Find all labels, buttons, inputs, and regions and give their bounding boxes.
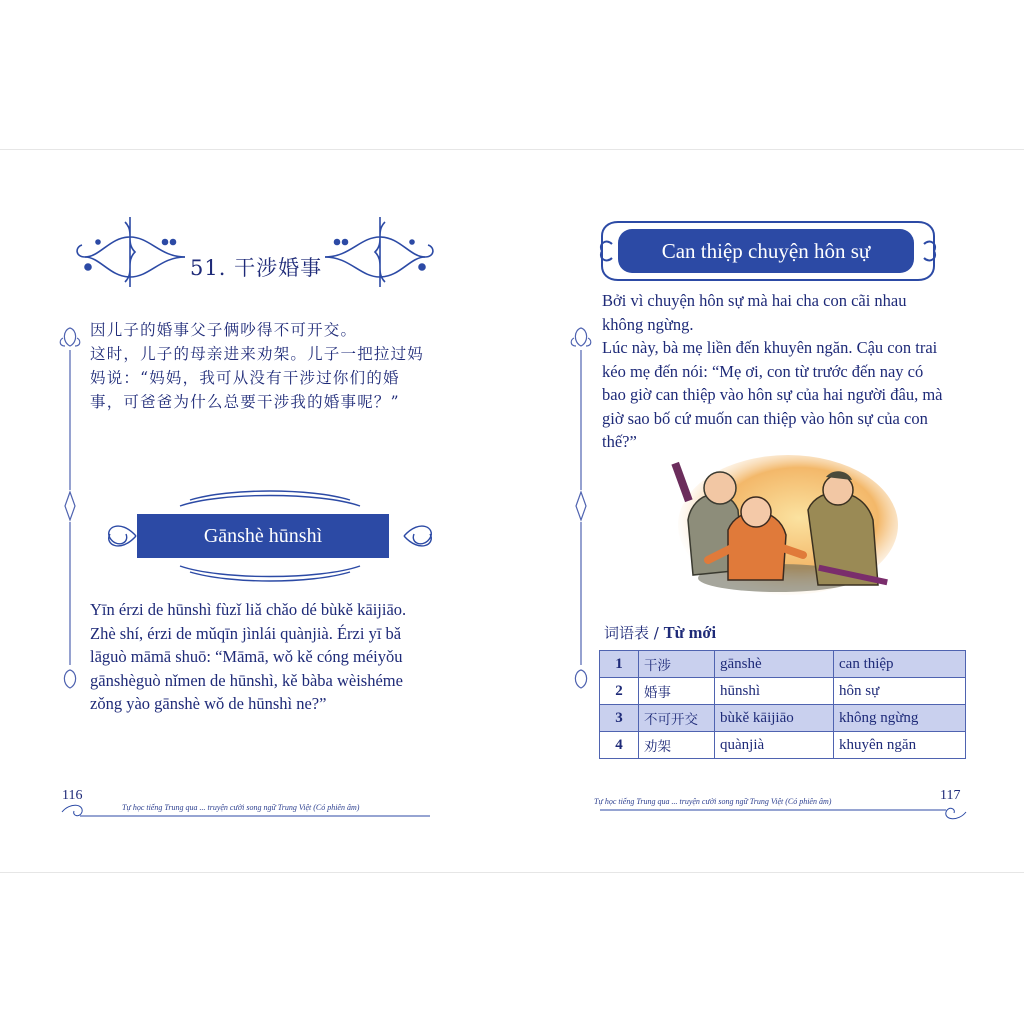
vocab-chinese: 干涉 [639, 651, 715, 678]
pinyin-line: zǒng yào gānshè wǒ de hūnshì ne?” [90, 694, 327, 713]
vocab-meaning: hôn sự [834, 678, 966, 705]
chinese-line: 事，可爸爸为什么总要干涉我的婚事呢？” [90, 393, 400, 411]
pinyin-line: Zhè shí, érzi de mǔqīn jìnlái quànjià. Érzi yī bǎ [90, 623, 402, 643]
footer-flourish-left-icon [60, 800, 440, 822]
vietnamese-story-text [602, 289, 977, 454]
left-margin-ornament-icon [55, 320, 85, 700]
vietnamese-line: thế?” [602, 432, 637, 451]
vocab-chinese: 不可开交 [639, 705, 715, 732]
chinese-line: 因儿子的婚事父子俩吵得不可开交。 [90, 321, 358, 339]
vietnamese-line: Lúc này, bà mẹ liền đến khuyên ngăn. Cậu con trai [602, 338, 938, 357]
chinese-line: 妈说：“妈妈，我可从没有干涉过你们的婚 [90, 369, 400, 387]
page-number-left: 116 [62, 788, 83, 803]
vocab-heading-vi: Từ mới [663, 623, 717, 642]
vietnamese-line: kéo mẹ đến nói: “Mẹ ơi, con từ trước đến nay có [602, 361, 924, 381]
footer-right: Tự học tiếng Trung qua ... truyện cười song ngữ Trung Việt (Có phiên âm) [594, 797, 832, 806]
vietnamese-title-banner: Can thiệp chuyện hôn sự [618, 229, 914, 273]
story-illustration [668, 450, 898, 600]
vocab-num: 1 [600, 651, 639, 678]
pinyin-line: Yīn érzi de hūnshì fùzǐ liǎ chǎo dé bùkě kāijiāo. [90, 600, 407, 619]
vocab-num: 4 [600, 732, 639, 759]
title-flourish-left-icon [70, 212, 190, 292]
table-row [600, 678, 966, 705]
vocab-meaning: khuyên ngăn [834, 732, 966, 759]
vietnamese-line: bao giờ can thiệp vào hôn sự của hai người đâu, mà [602, 385, 943, 404]
vocab-chinese: 婚事 [639, 678, 715, 705]
vocab-meaning: không ngừng [834, 705, 966, 732]
vocab-meaning: can thiệp [834, 651, 966, 678]
chinese-story-text [90, 318, 450, 414]
vocab-pinyin: gānshè [715, 651, 834, 678]
vocab-num: 3 [600, 705, 639, 732]
pinyin-title-banner: Gānshè hūnshì [137, 514, 389, 558]
page-number-right: 117 [940, 788, 961, 803]
vocab-table [599, 650, 966, 759]
vietnamese-line: không ngừng. [602, 314, 694, 334]
footer-left: Tự học tiếng Trung qua ... truyện cười song ngữ Trung Việt (Có phiên âm) [122, 803, 360, 812]
vocab-chinese: 劝架 [639, 732, 715, 759]
pinyin-line: lāguò māmā shuō: “Māmā, wǒ kě cóng méiyǒu [90, 647, 403, 666]
story-title-chinese: 51. 干涉婚事 [190, 256, 323, 280]
vocab-heading-zh: 词语表 / [604, 624, 664, 642]
table-row [600, 705, 966, 732]
vietnamese-line: giờ sao bố cứ muốn can thiệp vào hôn sự của con [602, 408, 928, 428]
title-flourish-right-icon [320, 212, 440, 292]
vocab-heading [604, 622, 716, 643]
table-row [600, 651, 966, 678]
vocab-pinyin: bùkě kāijiāo [715, 705, 834, 732]
vocab-num: 2 [600, 678, 639, 705]
pinyin-story-text [90, 598, 470, 716]
vocab-pinyin: hūnshì [715, 678, 834, 705]
right-margin-ornament-icon [566, 320, 596, 700]
chinese-line: 这时，儿子的母亲进来劝架。儿子一把拉过妈 [90, 345, 425, 363]
vietnamese-line: Bởi vì chuyện hôn sự mà hai cha con cãi nhau [602, 291, 907, 310]
footer-flourish-right-icon [590, 800, 970, 822]
bottom-edge [0, 872, 1024, 873]
table-row [600, 732, 966, 759]
pinyin-line: gānshèguò nǐmen de hūnshì, kě bàba wèishéme [90, 670, 403, 690]
vocab-pinyin: quànjià [715, 732, 834, 759]
